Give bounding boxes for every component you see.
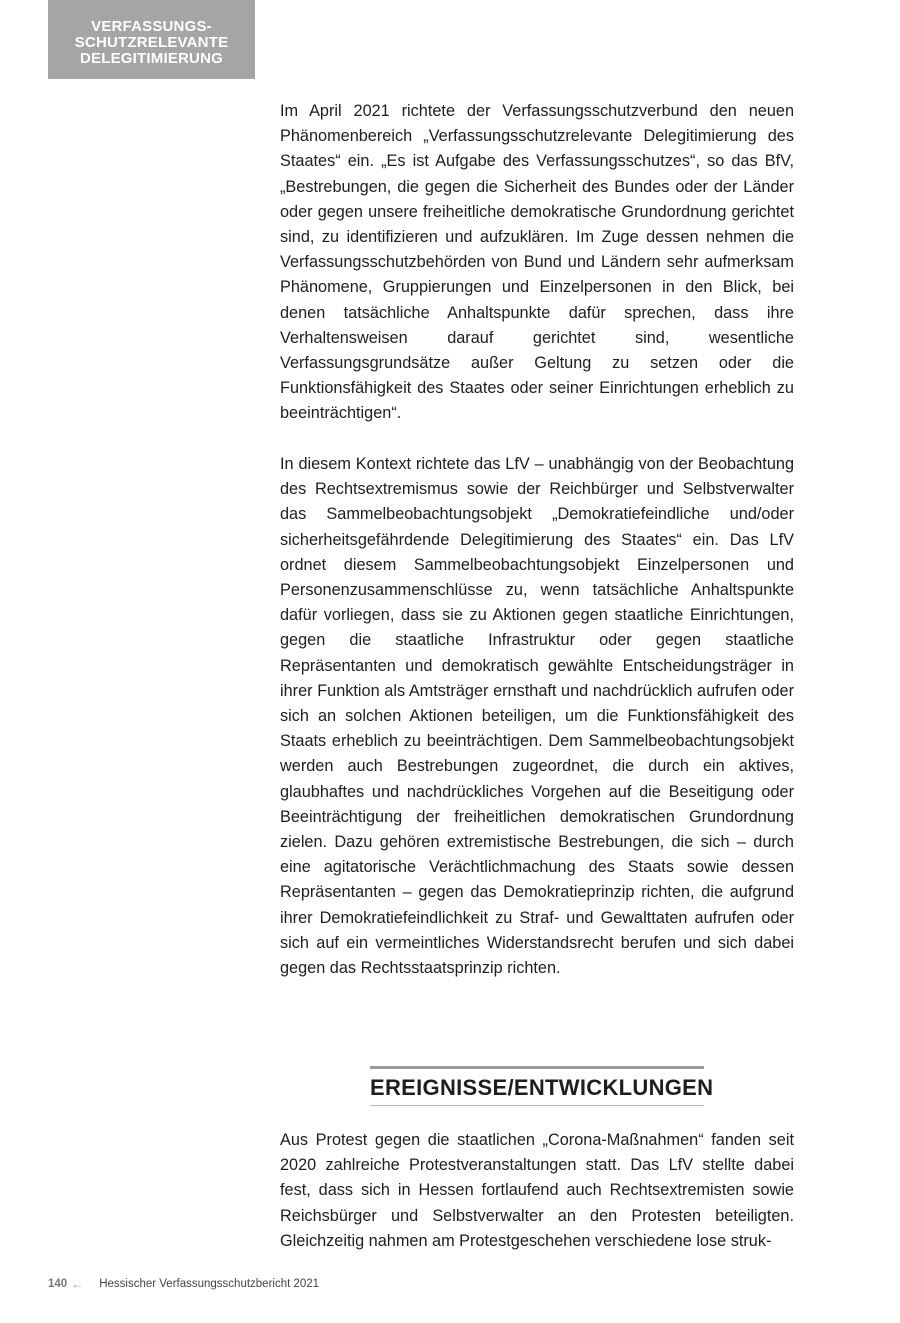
body-paragraph-context: In diesem Kontext richtete das LfV – unabhängig von der Beobachtung des Rechtsextremismus sowie der Reichbürger und Selbstverwalter das Sammelbeobachtungsobjekt „Demokratiefeindliche und/oder sicherheitsgefährdende Delegitimierung des Staates“ ein. Das LfV ordnet diesem Sammelbeobachtungsobjekt Einzelpersonen und Personenzusammenschlüsse zu, wenn tatsächliche Anhaltspunkte dafür vorliegen, dass sie zu Aktionen gegen staatliche Einrichtungen, gegen die staatliche Infrastruktur oder gegen staatliche Repräsentanten und demokratisch gewählte Entscheidungsträger in ihrer Funktion als Amtsträger ernsthaft und nachdrücklich aufrufen oder sich an solchen Aktionen beteiligen, um die Funktionsfähigkeit des Staats erheblich zu beeinträchtigen. Dem Sammelbeobachtungsobjekt werden auch Bestrebungen zugeordnet, die durch ein aktives, glaubhaftes und nachdrückliches Vorgehen auf die Beseitigung oder Beeinträchtigung der freiheitlichen demokratischen Grundordnung zielen. Dazu gehören extremistische Bestrebungen, die sich – durch eine agitatorische Verächtlichmachung des Staats sowie dessen Repräsentanten – gegen das Demokratieprinzip richten, die aufgrund ihrer Demokratiefeindlichkeit zu Straf- und Gewalttaten aufrufen oder sich auf ein vermeintliches Widerstandsrecht berufen und sich dabei gegen das Rechtsstaatsprinzip richten.	[280, 455, 794, 978]
chapter-tab-line-2: SCHUTZRELEVANTE	[74, 33, 229, 51]
section-heading: EREIGNISSE/ENTWICKLUNGEN	[370, 1075, 714, 1100]
section-heading-block	[370, 1066, 714, 1106]
page-footer	[48, 1277, 319, 1291]
back-arrow-icon[interactable]: ←	[71, 1277, 84, 1291]
chapter-tab-line-1: VERFASSUNGS-	[91, 17, 212, 35]
chapter-tab-line-3: DELEGITIMIERUNG	[79, 49, 223, 67]
publication-title: Hessischer Verfassungsschutzbericht 2021	[99, 1278, 320, 1290]
page-number: 140	[48, 1278, 68, 1290]
chapter-tab[interactable]	[48, 0, 255, 79]
body-paragraph-intro: Im April 2021 richtete der Verfassungsschutzverbund den neuen Phänomenbereich „Verfassungsschutzrelevante Delegitimierung des Staates“ ein. „Es ist Aufgabe des Verfassungsschutzes“, so das BfV, „Bestrebungen, die gegen die Sicherheit des Bundes oder der Länder oder gegen unsere freiheitliche demokratische Grundordnung gerichtet sind, zu identifizieren und aufzuklären. Im Zuge dessen nehmen die Verfassungsschutzbehörden von Bund und Ländern sehr aufmerksam Phänomene, Gruppierungen und Einzelpersonen in den Blick, bei denen tatsächliche Anhaltspunkte dafür sprechen, dass ihre Verhaltensweisen darauf gerichtet sind, wesentliche Verfassungsgrundsätze außer Geltung zu setzen oder die Funktionsfähigkeit des Staates oder seiner Einrichtungen erheblich zu beeinträchtigen“.	[280, 102, 794, 423]
body-paragraph-events: Aus Protest gegen die staatlichen „Corona-Maßnahmen“ fanden seit 2020 zahlreiche Protestveranstaltungen statt. Das LfV stellte dabei fest, dass sich in Hessen fortlaufend auch Rechtsextremisten sowie Reichsbürger und Selbstverwalter an den Protesten beteiligten. Gleichzeitig nahmen am Protestgeschehen verschiedene lose struk-	[280, 1131, 794, 1250]
